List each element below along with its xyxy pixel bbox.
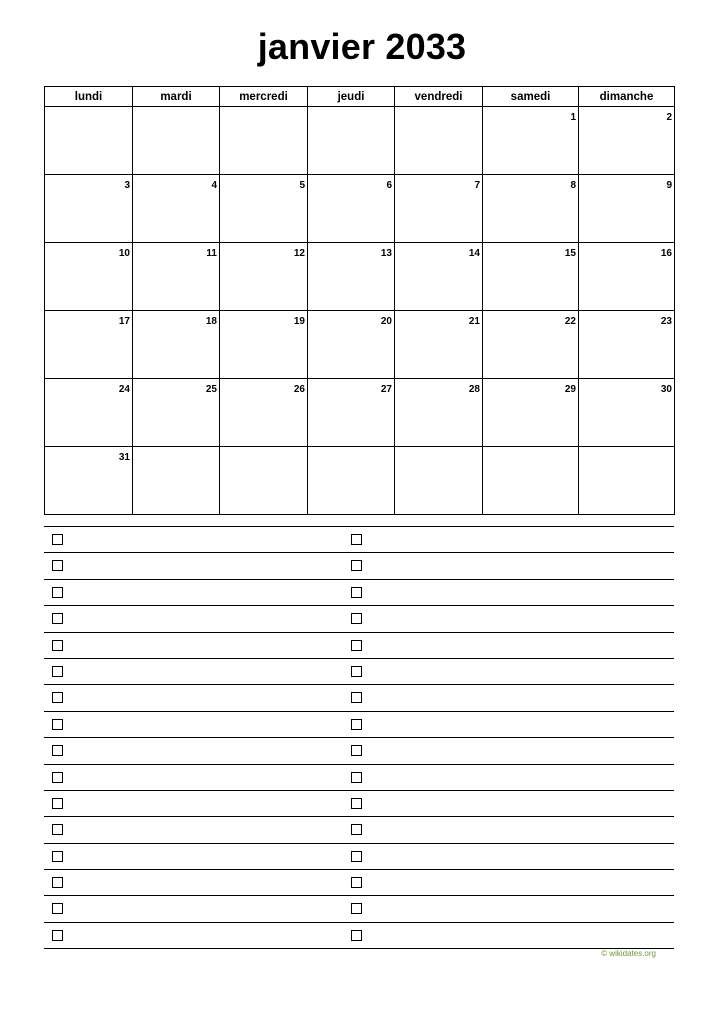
day-number: 24 xyxy=(118,384,130,395)
day-number: 27 xyxy=(380,384,392,395)
day-number xyxy=(480,118,482,120)
day-cell[interactable] xyxy=(483,311,579,379)
day-cell[interactable] xyxy=(308,175,395,243)
todo-row xyxy=(44,633,674,659)
day-cell[interactable] xyxy=(133,243,220,311)
week-row xyxy=(45,447,675,515)
day-number: 15 xyxy=(564,248,576,259)
day-cell[interactable] xyxy=(483,243,579,311)
day-cell[interactable] xyxy=(395,379,483,447)
day-cell[interactable] xyxy=(483,107,579,175)
day-number: 6 xyxy=(386,180,392,191)
day-number: 20 xyxy=(380,316,392,327)
day-cell[interactable] xyxy=(220,379,308,447)
day-number: 4 xyxy=(211,180,217,191)
week-row xyxy=(45,311,675,379)
checkbox-icon[interactable] xyxy=(52,640,63,651)
week-row xyxy=(45,243,675,311)
day-number: 3 xyxy=(124,180,130,191)
page-title: janvier 2033 xyxy=(257,26,467,67)
day-cell[interactable] xyxy=(579,447,675,515)
day-number xyxy=(480,458,482,460)
copyright-footer: © wikidates.org xyxy=(601,949,656,958)
day-cell[interactable] xyxy=(395,243,483,311)
day-cell[interactable] xyxy=(220,243,308,311)
day-number: 7 xyxy=(474,180,480,191)
weekday-header-row xyxy=(45,87,675,107)
checkbox-icon[interactable] xyxy=(351,745,362,756)
day-number: 17 xyxy=(118,316,130,327)
day-cell[interactable] xyxy=(483,447,579,515)
checkbox-icon[interactable] xyxy=(351,613,362,624)
checkbox-icon[interactable] xyxy=(52,745,63,756)
checkbox-icon[interactable] xyxy=(351,903,362,914)
weekday-header: vendredi xyxy=(395,87,483,107)
day-number: 13 xyxy=(380,248,392,259)
todo-row xyxy=(44,553,674,579)
checkbox-icon[interactable] xyxy=(351,560,362,571)
day-cell[interactable] xyxy=(395,311,483,379)
day-number: 22 xyxy=(564,316,576,327)
todo-row xyxy=(44,923,674,949)
day-cell[interactable] xyxy=(45,379,133,447)
day-number xyxy=(576,458,578,460)
checkbox-icon[interactable] xyxy=(52,719,63,730)
day-number xyxy=(392,118,394,120)
day-number: 2 xyxy=(666,112,672,123)
checkbox-icon[interactable] xyxy=(351,824,362,835)
checkbox-icon[interactable] xyxy=(52,930,63,941)
checkbox-icon[interactable] xyxy=(52,534,63,545)
calendar-body xyxy=(45,107,675,515)
day-cell[interactable] xyxy=(133,447,220,515)
day-cell[interactable] xyxy=(395,107,483,175)
day-number: 18 xyxy=(205,316,217,327)
todo-row xyxy=(44,659,674,685)
day-cell[interactable] xyxy=(579,311,675,379)
day-cell[interactable] xyxy=(45,175,133,243)
checkbox-icon[interactable] xyxy=(52,692,63,703)
day-number: 30 xyxy=(660,384,672,395)
checkbox-icon[interactable] xyxy=(351,719,362,730)
day-cell[interactable] xyxy=(133,175,220,243)
day-number xyxy=(217,118,219,120)
day-cell[interactable] xyxy=(220,107,308,175)
week-row xyxy=(45,379,675,447)
checkbox-icon[interactable] xyxy=(351,798,362,809)
day-number: 19 xyxy=(293,316,305,327)
day-number: 12 xyxy=(293,248,305,259)
day-number: 5 xyxy=(299,180,305,191)
week-row xyxy=(45,175,675,243)
weekday-header: mardi xyxy=(133,87,220,107)
day-number: 25 xyxy=(205,384,217,395)
weekday-header: jeudi xyxy=(308,87,395,107)
todo-row xyxy=(44,791,674,817)
checkbox-icon[interactable] xyxy=(351,640,362,651)
weekday-header: mercredi xyxy=(220,87,308,107)
checkbox-icon[interactable] xyxy=(52,824,63,835)
checkbox-icon[interactable] xyxy=(52,587,63,598)
day-cell[interactable] xyxy=(45,447,133,515)
checkbox-icon[interactable] xyxy=(52,798,63,809)
todo-row xyxy=(44,527,674,553)
day-cell[interactable] xyxy=(308,311,395,379)
day-number xyxy=(672,458,674,460)
todo-row xyxy=(44,844,674,870)
todo-row xyxy=(44,870,674,896)
day-cell[interactable] xyxy=(308,379,395,447)
day-cell[interactable] xyxy=(395,447,483,515)
checkbox-icon[interactable] xyxy=(351,930,362,941)
day-number: 29 xyxy=(564,384,576,395)
checkbox-icon[interactable] xyxy=(52,877,63,888)
day-cell[interactable] xyxy=(308,107,395,175)
day-cell[interactable] xyxy=(308,447,395,515)
day-number: 11 xyxy=(206,248,217,259)
checkbox-icon[interactable] xyxy=(52,851,63,862)
day-number xyxy=(305,458,307,460)
day-number xyxy=(217,458,219,460)
checkbox-icon[interactable] xyxy=(351,587,362,598)
day-cell[interactable] xyxy=(579,107,675,175)
day-number: 21 xyxy=(468,316,480,327)
day-cell[interactable] xyxy=(133,107,220,175)
day-number: 23 xyxy=(660,316,672,327)
todo-list xyxy=(44,526,674,949)
day-number: 28 xyxy=(468,384,480,395)
day-number: 1 xyxy=(570,112,576,123)
day-number xyxy=(305,118,307,120)
todo-row xyxy=(44,685,674,711)
day-cell[interactable] xyxy=(45,107,133,175)
day-cell[interactable] xyxy=(483,379,579,447)
day-number: 16 xyxy=(660,248,672,259)
day-number: 26 xyxy=(293,384,305,395)
todo-row xyxy=(44,712,674,738)
day-number: 14 xyxy=(468,248,480,259)
day-number: 10 xyxy=(118,248,130,259)
day-cell[interactable] xyxy=(579,243,675,311)
checkbox-icon[interactable] xyxy=(52,772,63,783)
todo-row xyxy=(44,765,674,791)
todo-row xyxy=(44,580,674,606)
day-cell[interactable] xyxy=(579,379,675,447)
weekday-header: dimanche xyxy=(579,87,675,107)
checkbox-icon[interactable] xyxy=(351,851,362,862)
checkbox-icon[interactable] xyxy=(351,772,362,783)
day-number: 31 xyxy=(118,452,130,463)
day-cell[interactable] xyxy=(220,447,308,515)
month-calendar xyxy=(44,86,675,515)
checkbox-icon[interactable] xyxy=(351,877,362,888)
weekday-header: samedi xyxy=(483,87,579,107)
day-number: 8 xyxy=(570,180,576,191)
checkbox-icon[interactable] xyxy=(351,666,362,677)
checkbox-icon[interactable] xyxy=(52,903,63,914)
day-cell[interactable] xyxy=(395,175,483,243)
day-cell[interactable] xyxy=(133,379,220,447)
checkbox-icon[interactable] xyxy=(52,613,63,624)
day-number xyxy=(392,458,394,460)
day-cell[interactable] xyxy=(579,175,675,243)
day-cell[interactable] xyxy=(483,175,579,243)
day-cell[interactable] xyxy=(308,243,395,311)
checkbox-icon[interactable] xyxy=(52,560,63,571)
todo-row xyxy=(44,896,674,922)
day-cell[interactable] xyxy=(220,311,308,379)
day-number xyxy=(130,118,132,120)
checkbox-icon[interactable] xyxy=(52,666,63,677)
checkbox-icon[interactable] xyxy=(351,534,362,545)
day-number: 9 xyxy=(666,180,672,191)
day-cell[interactable] xyxy=(220,175,308,243)
day-cell[interactable] xyxy=(133,311,220,379)
weekday-header: lundi xyxy=(45,87,133,107)
day-cell[interactable] xyxy=(45,311,133,379)
week-row xyxy=(45,107,675,175)
todo-row xyxy=(44,817,674,843)
todo-row xyxy=(44,738,674,764)
day-cell[interactable] xyxy=(45,243,133,311)
checkbox-icon[interactable] xyxy=(351,692,362,703)
todo-row xyxy=(44,606,674,632)
